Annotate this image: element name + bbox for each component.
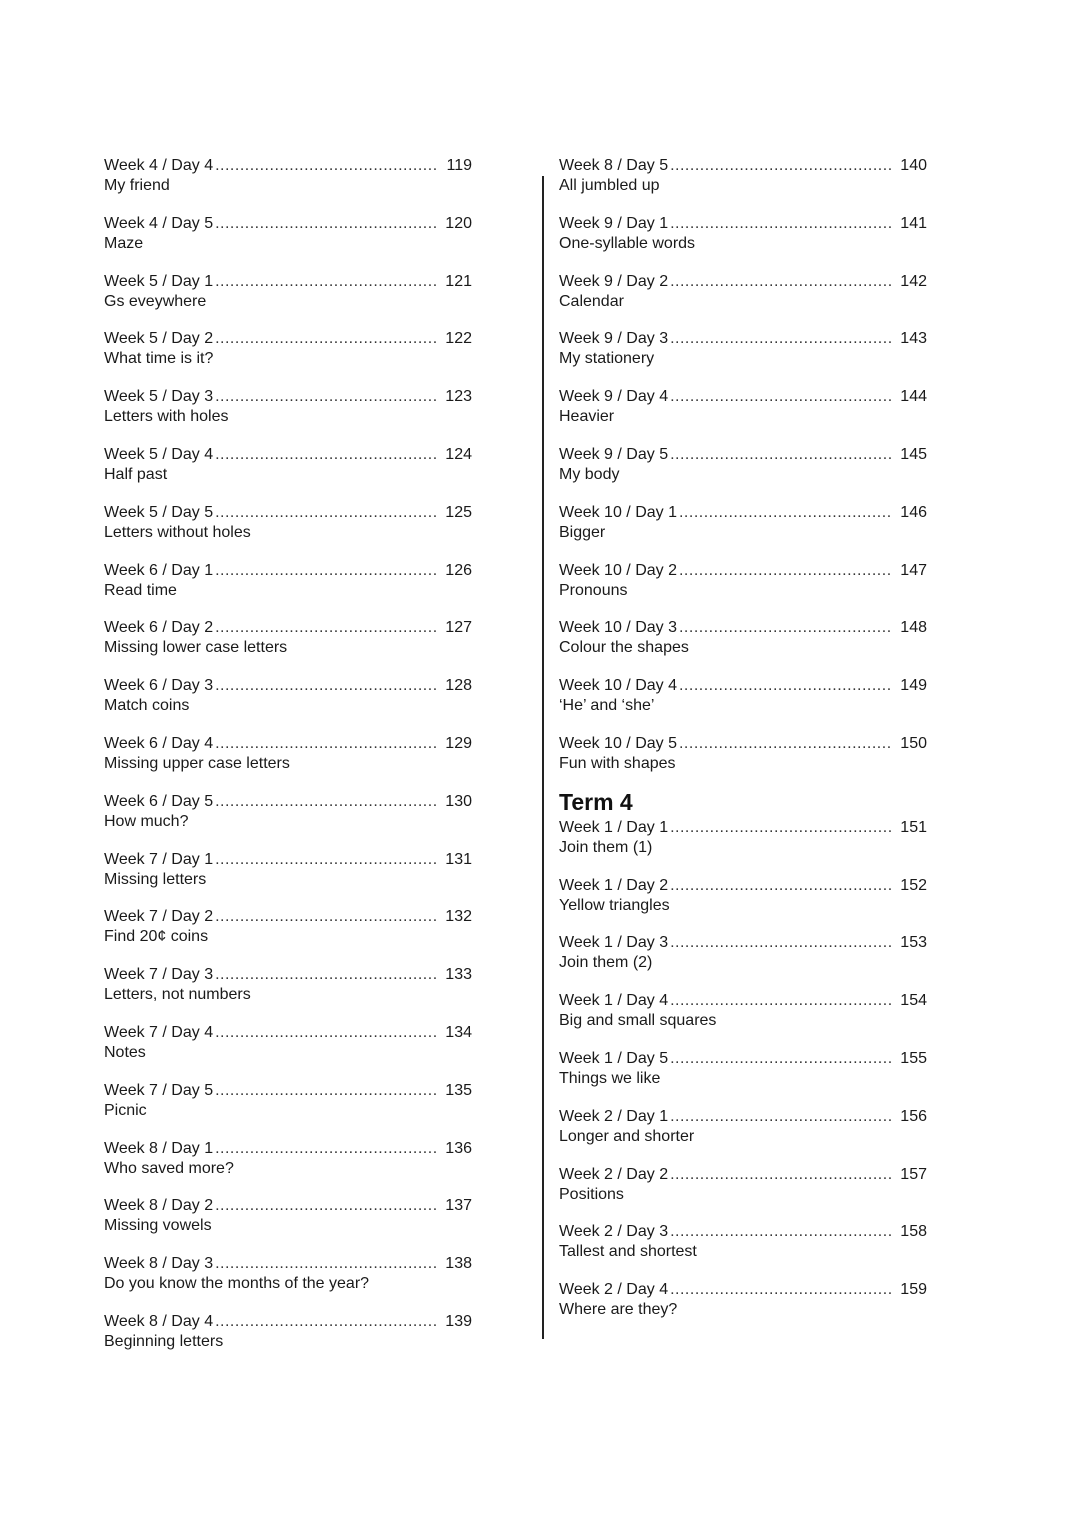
- dot-leader: [670, 933, 892, 953]
- toc-entry-header: [104, 618, 472, 638]
- toc-entry-label: Week 10 / Day 3: [559, 619, 677, 637]
- toc-entry[interactable]: [104, 387, 472, 445]
- toc-entry-header: [104, 156, 472, 176]
- toc-entry-label: Week 2 / Day 1: [559, 1107, 669, 1125]
- toc-entry-title: ‘He’ and ‘she’: [559, 697, 655, 715]
- dot-leader: [679, 618, 892, 638]
- toc-entry[interactable]: [559, 445, 927, 503]
- toc-entry-page-number: 152: [900, 876, 927, 894]
- toc-entry-header: [104, 676, 472, 696]
- toc-entry-title: Letters, not numbers: [104, 986, 251, 1004]
- dot-leader: [215, 1196, 437, 1216]
- dot-leader: [670, 445, 892, 465]
- toc-entry-header: [559, 156, 927, 176]
- toc-entry-title: Tallest and shortest: [559, 1243, 697, 1261]
- toc-entry-label: Week 7 / Day 2: [104, 908, 214, 926]
- dot-leader: [215, 1081, 437, 1101]
- term-heading: Term 4: [559, 788, 633, 815]
- dot-leader: [670, 329, 892, 349]
- toc-entry[interactable]: [559, 818, 927, 876]
- toc-entry-page-number: 153: [900, 934, 927, 952]
- toc-entry-page-number: 124: [445, 445, 472, 463]
- column-divider: [542, 176, 544, 1339]
- toc-entry-page-number: 141: [900, 214, 927, 232]
- toc-entry[interactable]: [559, 214, 927, 272]
- toc-entry-label: Week 1 / Day 4: [559, 992, 669, 1010]
- toc-entry[interactable]: [559, 933, 927, 991]
- toc-entry-page-number: 138: [445, 1255, 472, 1273]
- toc-entry-header: [104, 965, 472, 985]
- toc-entry-title: What time is it?: [104, 350, 214, 368]
- toc-entry-page-number: 147: [900, 561, 927, 579]
- toc-entry-label: Week 7 / Day 5: [104, 1081, 214, 1099]
- toc-entry[interactable]: [104, 1312, 472, 1370]
- toc-term4-list: [559, 818, 927, 1338]
- toc-entry-label: Week 5 / Day 5: [104, 503, 214, 521]
- toc-entry[interactable]: [104, 1254, 472, 1312]
- toc-entry-label: Week 4 / Day 4: [104, 157, 214, 174]
- toc-entry-header: [559, 561, 927, 581]
- toc-entry[interactable]: [104, 850, 472, 908]
- toc-entry-title: Join them (1): [559, 838, 653, 856]
- toc-entry-page-number: 144: [900, 388, 927, 406]
- dot-leader: [215, 850, 437, 870]
- dot-leader: [215, 907, 437, 927]
- toc-entry-header: [559, 387, 927, 407]
- toc-entry[interactable]: [104, 156, 472, 214]
- toc-entry-page-number: 158: [900, 1223, 927, 1241]
- toc-entry[interactable]: [104, 214, 472, 272]
- toc-entry-title: Heavier: [559, 408, 615, 426]
- toc-entry-header: [559, 503, 927, 523]
- toc-entry[interactable]: [559, 876, 927, 934]
- toc-entry-label: Week 10 / Day 5: [559, 734, 677, 752]
- toc-entry-header: [104, 503, 472, 523]
- toc-entry[interactable]: [104, 792, 472, 850]
- toc-entry-title: Longer and shorter: [559, 1127, 695, 1145]
- toc-entry-label: Week 7 / Day 4: [104, 1023, 214, 1041]
- toc-entry-title: Join them (2): [559, 954, 653, 972]
- toc-entry-header: [559, 214, 927, 234]
- toc-entry-page-number: 140: [900, 157, 927, 174]
- dot-leader: [679, 561, 892, 581]
- toc-entry-page-number: 130: [445, 792, 472, 810]
- toc-entry-title: Picnic: [104, 1101, 147, 1119]
- toc-right-top-list: [559, 156, 927, 792]
- toc-entry[interactable]: [104, 503, 472, 561]
- toc-entry-title: Notes: [104, 1043, 146, 1061]
- dot-leader: [215, 734, 437, 754]
- toc-entry-page-number: 143: [900, 330, 927, 348]
- dot-leader: [215, 503, 437, 523]
- toc-entry-label: Week 5 / Day 1: [104, 272, 214, 290]
- toc-entry-header: [559, 933, 927, 953]
- dot-leader: [679, 734, 892, 754]
- dot-leader: [215, 792, 437, 812]
- toc-entry-label: Week 9 / Day 2: [559, 272, 669, 290]
- toc-entry-header: [104, 1081, 472, 1101]
- toc-entry-header: [104, 1023, 472, 1043]
- toc-entry-page-number: 135: [445, 1081, 472, 1099]
- toc-entry-label: Week 2 / Day 4: [559, 1281, 669, 1299]
- toc-entry-page-number: 127: [445, 619, 472, 637]
- toc-entry[interactable]: [104, 272, 472, 330]
- toc-entry-header: [104, 445, 472, 465]
- toc-entry-label: Week 5 / Day 3: [104, 388, 214, 406]
- toc-entry[interactable]: [559, 503, 927, 561]
- toc-entry-title: How much?: [104, 812, 189, 830]
- dot-leader: [215, 561, 437, 581]
- toc-entry-title: My friend: [104, 177, 170, 194]
- dot-leader: [215, 156, 438, 176]
- toc-entry-title: Missing lower case letters: [104, 639, 288, 657]
- toc-entry-label: Week 9 / Day 4: [559, 388, 669, 406]
- toc-entry-title: Missing letters: [104, 870, 207, 888]
- toc-entry-header: [559, 618, 927, 638]
- toc-entry-title: Match coins: [104, 697, 190, 715]
- toc-entry-title: Who saved more?: [104, 1159, 234, 1177]
- toc-entry-label: Week 1 / Day 1: [559, 818, 669, 836]
- toc-entry-header: [559, 1049, 927, 1069]
- toc-entry-page-number: 148: [900, 619, 927, 637]
- toc-entry[interactable]: [104, 907, 472, 965]
- toc-entry-header: [104, 792, 472, 812]
- toc-entry-header: [559, 1165, 927, 1185]
- toc-right-column: [559, 156, 927, 1338]
- toc-entry-page-number: 156: [900, 1107, 927, 1125]
- toc-entry[interactable]: [104, 676, 472, 734]
- toc-entry-page-number: 129: [445, 734, 472, 752]
- toc-entry-title: All jumbled up: [559, 177, 660, 194]
- dot-leader: [670, 387, 892, 407]
- toc-entry-header: [559, 1222, 927, 1242]
- toc-entry-title: My stationery: [559, 350, 655, 368]
- dot-leader: [679, 676, 892, 696]
- toc-entry[interactable]: [104, 1196, 472, 1254]
- dot-leader: [215, 387, 437, 407]
- toc-entry[interactable]: [104, 734, 472, 792]
- toc-entry-title: My body: [559, 465, 620, 483]
- toc-entry-header: [104, 850, 472, 870]
- toc-entry[interactable]: [559, 618, 927, 676]
- toc-left-column: [104, 156, 472, 1370]
- toc-entry[interactable]: [104, 1139, 472, 1197]
- toc-entry-title: One-syllable words: [559, 234, 696, 252]
- toc-entry-label: Week 7 / Day 1: [104, 850, 214, 868]
- toc-entry[interactable]: [559, 1280, 927, 1338]
- dot-leader: [215, 272, 437, 292]
- dot-leader: [215, 618, 437, 638]
- toc-entry-header: [559, 1107, 927, 1127]
- toc-entry[interactable]: [104, 965, 472, 1023]
- dot-leader: [670, 156, 892, 176]
- dot-leader: [215, 676, 437, 696]
- toc-entry[interactable]: [559, 1222, 927, 1280]
- toc-entry[interactable]: [559, 561, 927, 619]
- dot-leader: [215, 445, 437, 465]
- dot-leader: [670, 991, 892, 1011]
- toc-entry-header: [104, 561, 472, 581]
- toc-entry-page-number: 157: [900, 1165, 927, 1183]
- toc-entry[interactable]: [559, 1049, 927, 1107]
- dot-leader: [215, 214, 437, 234]
- toc-entry-page-number: 149: [900, 677, 927, 695]
- dot-leader: [215, 1254, 437, 1274]
- toc-entry-title: Big and small squares: [559, 1012, 717, 1030]
- toc-entry-page-number: 133: [445, 966, 472, 984]
- toc-entry-header: [104, 1254, 472, 1274]
- toc-entry[interactable]: [559, 991, 927, 1049]
- toc-entry-label: Week 5 / Day 4: [104, 445, 214, 463]
- toc-entry-page-number: 159: [900, 1281, 927, 1299]
- toc-entry[interactable]: [559, 387, 927, 445]
- toc-entry[interactable]: [104, 618, 472, 676]
- toc-entry-label: Week 10 / Day 2: [559, 561, 677, 579]
- toc-entry-label: Week 9 / Day 3: [559, 330, 669, 348]
- toc-entry-label: Week 9 / Day 5: [559, 445, 669, 463]
- toc-entry-title: Fun with shapes: [559, 754, 676, 772]
- toc-entry-title: Read time: [104, 581, 177, 599]
- toc-entry-title: Missing upper case letters: [104, 754, 290, 772]
- toc-entry-header: [559, 876, 927, 896]
- toc-entry-page-number: 126: [445, 561, 472, 579]
- dot-leader: [670, 1049, 892, 1069]
- toc-entry-label: Week 1 / Day 2: [559, 876, 669, 894]
- toc-entry-page-number: 145: [900, 445, 927, 463]
- toc-entry-title: Letters with holes: [104, 408, 229, 426]
- toc-entry-header: [559, 445, 927, 465]
- toc-entry-label: Week 1 / Day 5: [559, 1049, 669, 1067]
- toc-entry-label: Week 2 / Day 3: [559, 1223, 669, 1241]
- toc-entry-title: Positions: [559, 1185, 624, 1203]
- toc-entry-label: Week 6 / Day 3: [104, 677, 214, 695]
- toc-entry-page-number: 137: [445, 1197, 472, 1215]
- toc-entry-label: Week 8 / Day 3: [104, 1255, 214, 1273]
- toc-entry[interactable]: [559, 329, 927, 387]
- toc-entry-title: Colour the shapes: [559, 639, 689, 657]
- dot-leader: [670, 876, 892, 896]
- toc-entry[interactable]: [104, 445, 472, 503]
- toc-entry-header: [559, 818, 927, 838]
- toc-entry[interactable]: [559, 272, 927, 330]
- dot-leader: [215, 1023, 437, 1043]
- toc-entry-page-number: 134: [445, 1023, 472, 1041]
- toc-entry-header: [559, 991, 927, 1011]
- toc-entry-page-number: 120: [445, 214, 472, 232]
- toc-entry-page-number: 131: [445, 850, 472, 868]
- toc-entry-title: Half past: [104, 465, 168, 483]
- dot-leader: [670, 1165, 892, 1185]
- dot-leader: [670, 1280, 892, 1300]
- toc-entry-header: [104, 734, 472, 754]
- toc-entry-header: [104, 214, 472, 234]
- toc-entry-label: Week 1 / Day 3: [559, 934, 669, 952]
- toc-entry-label: Week 6 / Day 2: [104, 619, 214, 637]
- toc-entry-page-number: 125: [445, 503, 472, 521]
- toc-entry-page-number: 150: [900, 734, 927, 752]
- toc-entry-title: Gs eveywhere: [104, 292, 207, 310]
- dot-leader: [670, 272, 892, 292]
- toc-entry-page-number: 132: [445, 908, 472, 926]
- toc-entry-page-number: 154: [900, 992, 927, 1010]
- toc-entry-title: Missing vowels: [104, 1217, 212, 1235]
- toc-entry-label: Week 5 / Day 2: [104, 330, 214, 348]
- toc-entry[interactable]: [104, 1081, 472, 1139]
- toc-entry-header: [559, 734, 927, 754]
- toc-entry-title: Bigger: [559, 523, 606, 541]
- toc-entry-page-number: 155: [900, 1049, 927, 1067]
- toc-entry-label: Week 8 / Day 1: [104, 1139, 214, 1157]
- toc-entry-page-number: 146: [900, 503, 927, 521]
- toc-entry-header: [104, 907, 472, 927]
- toc-entry-page-number: 151: [900, 818, 927, 836]
- toc-entry-header: [104, 1196, 472, 1216]
- dot-leader: [670, 818, 892, 838]
- toc-entry-title: Yellow triangles: [559, 896, 670, 914]
- toc-entry-header: [104, 1312, 472, 1332]
- toc-entry-title: Beginning letters: [104, 1332, 224, 1350]
- toc-entry[interactable]: [104, 329, 472, 387]
- dot-leader: [670, 1222, 892, 1242]
- toc-entry-label: Week 10 / Day 4: [559, 677, 677, 695]
- toc-entry-page-number: 123: [445, 388, 472, 406]
- toc-entry-label: Week 8 / Day 4: [104, 1312, 214, 1330]
- dot-leader: [215, 1312, 437, 1332]
- toc-entry-page-number: 122: [445, 330, 472, 348]
- toc-entry-header: [559, 676, 927, 696]
- toc-entry-page-number: 139: [445, 1312, 472, 1330]
- toc-entry[interactable]: [104, 1023, 472, 1081]
- toc-entry-label: Week 6 / Day 4: [104, 734, 214, 752]
- toc-entry-header: [559, 329, 927, 349]
- dot-leader: [670, 214, 892, 234]
- toc-entry-label: Week 10 / Day 1: [559, 503, 677, 521]
- toc-entry-title: Pronouns: [559, 581, 628, 599]
- toc-entry-header: [104, 272, 472, 292]
- toc-entry-page-number: 142: [900, 272, 927, 290]
- toc-entry[interactable]: [559, 156, 927, 214]
- toc-entry[interactable]: [559, 734, 927, 792]
- toc-entry-header: [104, 387, 472, 407]
- toc-entry-label: Week 9 / Day 1: [559, 214, 669, 232]
- dot-leader: [670, 1107, 892, 1127]
- toc-entry-label: Week 4 / Day 5: [104, 214, 214, 232]
- toc-entry-page-number: 121: [445, 272, 472, 290]
- toc-entry-title: Letters without holes: [104, 523, 251, 541]
- toc-entry-page-number: 128: [445, 677, 472, 695]
- toc-entry-header: [559, 1280, 927, 1300]
- toc-entry[interactable]: [559, 676, 927, 734]
- toc-entry-label: Week 2 / Day 2: [559, 1165, 669, 1183]
- toc-entry[interactable]: [559, 1165, 927, 1223]
- toc-entry-label: Week 8 / Day 2: [104, 1197, 214, 1215]
- toc-entry-page-number: 119: [446, 157, 472, 174]
- toc-entry-page-number: 136: [445, 1139, 472, 1157]
- dot-leader: [215, 1139, 437, 1159]
- toc-entry-title: Calendar: [559, 292, 624, 310]
- toc-entry[interactable]: [559, 1107, 927, 1165]
- toc-entry-title: Find 20¢ coins: [104, 928, 209, 946]
- toc-entry-title: Do you know the months of the year?: [104, 1275, 370, 1293]
- dot-leader: [215, 965, 437, 985]
- toc-entry-title: Where are they?: [559, 1301, 678, 1319]
- toc-entry-label: Week 8 / Day 5: [559, 157, 669, 174]
- toc-entry-label: Week 7 / Day 3: [104, 966, 214, 984]
- toc-entry-title: Maze: [104, 234, 144, 252]
- dot-leader: [679, 503, 892, 523]
- toc-entry[interactable]: [104, 561, 472, 619]
- dot-leader: [215, 329, 437, 349]
- toc-entry-title: Things we like: [559, 1069, 661, 1087]
- toc-entry-label: Week 6 / Day 5: [104, 792, 214, 810]
- toc-entry-label: Week 6 / Day 1: [104, 561, 214, 579]
- toc-entry-header: [559, 272, 927, 292]
- toc-entry-header: [104, 329, 472, 349]
- toc-entry-header: [104, 1139, 472, 1159]
